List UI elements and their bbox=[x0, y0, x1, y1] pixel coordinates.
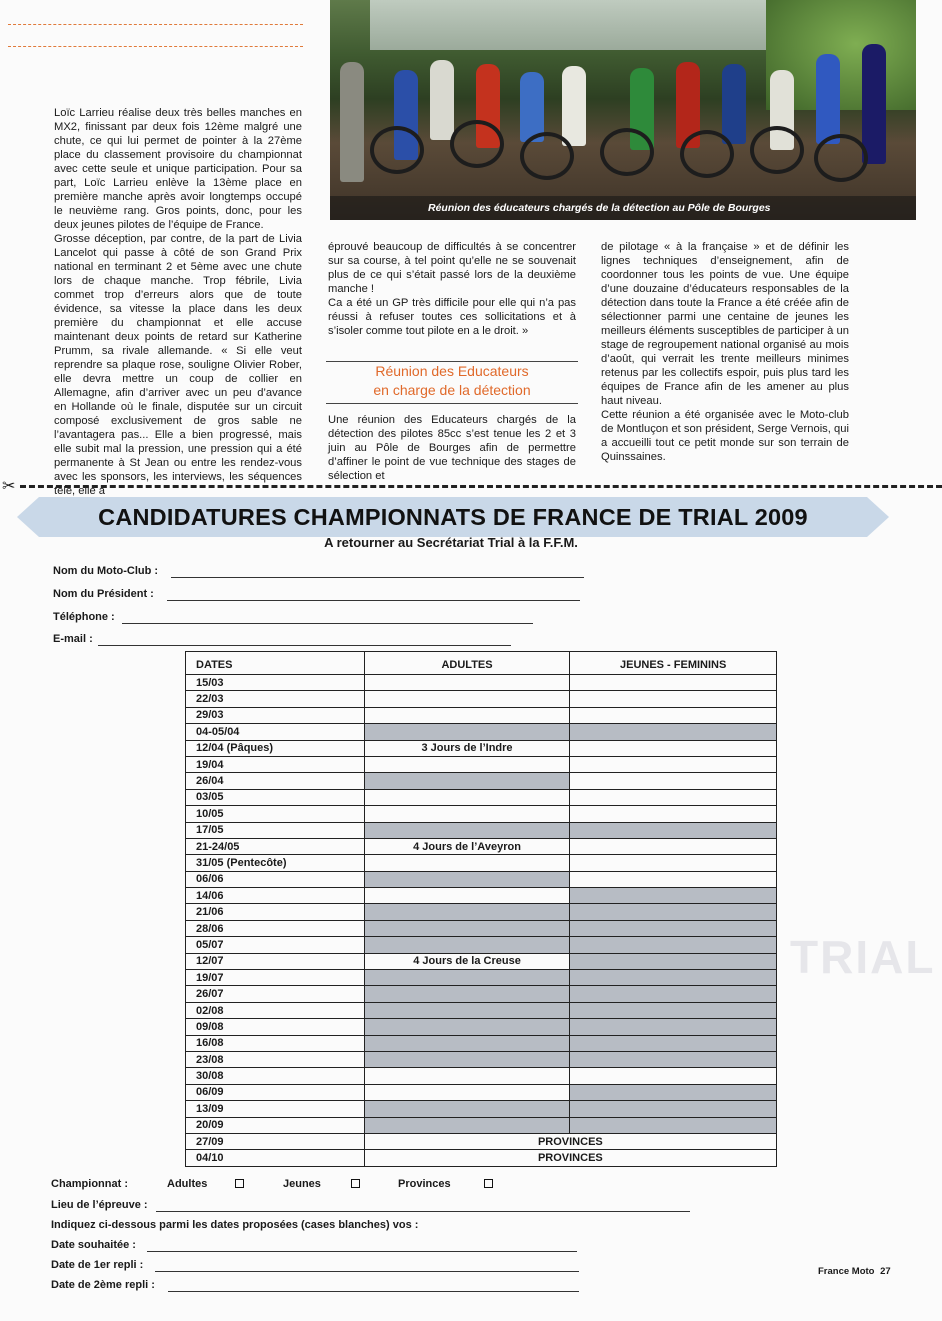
team-photo bbox=[330, 0, 916, 220]
club-field[interactable] bbox=[171, 577, 584, 578]
adultes-cell bbox=[364, 1051, 570, 1067]
jeunes-cell[interactable] bbox=[570, 691, 777, 707]
date-cell: 12/07 bbox=[186, 953, 365, 969]
subhead-rule-bottom bbox=[326, 403, 578, 404]
adultes-cell[interactable] bbox=[364, 691, 570, 707]
date-cell: 06/06 bbox=[186, 871, 365, 887]
table-row-provinces bbox=[186, 1133, 777, 1149]
date-cell: 19/07 bbox=[186, 970, 365, 986]
date-cell: 16/08 bbox=[186, 1035, 365, 1051]
article-column-1 bbox=[54, 106, 302, 498]
jeunes-cell[interactable] bbox=[570, 838, 777, 854]
date-cell: 30/08 bbox=[186, 1068, 365, 1084]
table-row bbox=[186, 970, 777, 986]
adultes-cell[interactable] bbox=[364, 707, 570, 723]
form-title: CANDIDATURES CHAMPIONNATS DE FRANCE DE TRIAL 2009 bbox=[98, 504, 808, 530]
table-row bbox=[186, 920, 777, 936]
president-label: Nom du Président : bbox=[53, 588, 154, 600]
adultes-cell[interactable] bbox=[364, 789, 570, 805]
adultes-cell[interactable] bbox=[364, 806, 570, 822]
table-row bbox=[186, 773, 777, 789]
paragraph: Ca a été un GP très difficile pour elle qui n’a pas réussi à refuser toutes ces sollicitations et à s’isoler comme tout pilote en a le droit. » bbox=[328, 297, 576, 337]
table-row bbox=[186, 855, 777, 871]
paragraph: Cette réunion a été organisée avec le Moto-club de Montluçon et son président, Serge Vernois, qui a accueilli tout ce petit monde sur son terrain de Quinssaines. bbox=[601, 409, 849, 463]
table-row-provinces bbox=[186, 1150, 777, 1166]
date-cell: 04/10 bbox=[186, 1150, 365, 1166]
table-row bbox=[186, 937, 777, 953]
table-header-row bbox=[186, 652, 777, 675]
adultes-cell[interactable]: 4 Jours de l’Aveyron bbox=[364, 838, 570, 854]
table-row bbox=[186, 822, 777, 838]
repli2-field[interactable] bbox=[168, 1291, 579, 1292]
jeunes-cell bbox=[570, 1084, 777, 1100]
jeunes-cell bbox=[570, 970, 777, 986]
adultes-cell[interactable] bbox=[364, 675, 570, 691]
jeunes-cell bbox=[570, 888, 777, 904]
form-subtitle: A retourner au Secrétariat Trial à la F.F.M. bbox=[324, 535, 578, 550]
paragraph: Une réunion des Educateurs chargés de la détection des pilotes 85cc s’est tenue les 2 et 3 juin au Pôle de Bourges afin de permettre d’affiner le point de vue technique des stages de sélection et bbox=[328, 414, 576, 482]
date-cell: 03/05 bbox=[186, 789, 365, 805]
jeunes-cell[interactable] bbox=[570, 740, 777, 756]
table-row bbox=[186, 740, 777, 756]
date-cell: 15/03 bbox=[186, 675, 365, 691]
date-cell: 04-05/04 bbox=[186, 724, 365, 740]
date-cell: 19/04 bbox=[186, 756, 365, 772]
jeunes-cell[interactable] bbox=[570, 855, 777, 871]
jeunes-cell bbox=[570, 937, 777, 953]
repli1-field[interactable] bbox=[155, 1271, 579, 1272]
jeunes-cell[interactable] bbox=[570, 773, 777, 789]
date-cell: 12/04 (Pâques) bbox=[186, 740, 365, 756]
email-label: E-mail : bbox=[53, 633, 93, 645]
table-row bbox=[186, 871, 777, 887]
jeunes-checkbox[interactable] bbox=[351, 1179, 360, 1188]
header-adultes: ADULTES bbox=[364, 652, 570, 675]
date-cell: 26/04 bbox=[186, 773, 365, 789]
instructions-text: Indiquez ci-dessous parmi les dates proposées (cases blanches) vos : bbox=[51, 1219, 419, 1231]
date-cell: 31/05 (Pentecôte) bbox=[186, 855, 365, 871]
date-cell: 27/09 bbox=[186, 1133, 365, 1149]
adultes-cell[interactable] bbox=[364, 855, 570, 871]
date-cell: 23/08 bbox=[186, 1051, 365, 1067]
table-row bbox=[186, 904, 777, 920]
date-cell: 21-24/05 bbox=[186, 838, 365, 854]
table-row bbox=[186, 1019, 777, 1035]
jeunes-cell bbox=[570, 822, 777, 838]
table-row bbox=[186, 691, 777, 707]
adultes-cell bbox=[364, 904, 570, 920]
adultes-cell bbox=[364, 986, 570, 1002]
option-adultes-label: Adultes bbox=[167, 1178, 208, 1190]
jeunes-cell bbox=[570, 1019, 777, 1035]
table-row bbox=[186, 806, 777, 822]
table-row bbox=[186, 953, 777, 969]
adultes-cell bbox=[364, 937, 570, 953]
jeunes-cell bbox=[570, 1035, 777, 1051]
header-jeunes: JEUNES - FEMININS bbox=[570, 652, 777, 675]
jeunes-cell[interactable] bbox=[570, 675, 777, 691]
adultes-cell bbox=[364, 773, 570, 789]
background-watermark: TRIAL bbox=[790, 931, 936, 983]
phone-field[interactable] bbox=[122, 623, 533, 624]
championnat-label: Championnat : bbox=[51, 1178, 128, 1190]
date-cell: 10/05 bbox=[186, 806, 365, 822]
date-cell: 29/03 bbox=[186, 707, 365, 723]
provinces-checkbox[interactable] bbox=[484, 1179, 493, 1188]
table-row bbox=[186, 888, 777, 904]
page-footer bbox=[818, 1266, 891, 1277]
date-souhaitee-label: Date souhaitée : bbox=[51, 1239, 136, 1251]
jeunes-cell bbox=[570, 904, 777, 920]
date-cell: 02/08 bbox=[186, 1002, 365, 1018]
table-row bbox=[186, 1051, 777, 1067]
jeunes-cell bbox=[570, 724, 777, 740]
adultes-cell bbox=[364, 822, 570, 838]
date-cell: 09/08 bbox=[186, 1019, 365, 1035]
table-row bbox=[186, 789, 777, 805]
adultes-cell bbox=[364, 871, 570, 887]
jeunes-cell bbox=[570, 1117, 777, 1133]
date-cell: 26/07 bbox=[186, 986, 365, 1002]
club-label: Nom du Moto-Club : bbox=[53, 565, 159, 577]
repli2-label: Date de 2ème repli : bbox=[51, 1279, 155, 1291]
subhead-line-2: en charge de la détection bbox=[373, 382, 531, 398]
adultes-cell[interactable] bbox=[364, 1084, 570, 1100]
cut-line bbox=[20, 485, 942, 488]
jeunes-cell[interactable] bbox=[570, 1068, 777, 1084]
date-cell: 20/09 bbox=[186, 1117, 365, 1133]
date-cell: 06/09 bbox=[186, 1084, 365, 1100]
option-jeunes-label: Jeunes bbox=[283, 1178, 321, 1190]
magazine-name: France Moto bbox=[818, 1266, 875, 1277]
date-cell: 13/09 bbox=[186, 1101, 365, 1117]
jeunes-cell[interactable] bbox=[570, 707, 777, 723]
provinces-cell[interactable]: PROVINCES bbox=[364, 1133, 776, 1149]
table-row bbox=[186, 1002, 777, 1018]
lieu-field[interactable] bbox=[156, 1211, 690, 1212]
jeunes-cell[interactable] bbox=[570, 756, 777, 772]
email-field[interactable] bbox=[98, 645, 511, 646]
table-row bbox=[186, 1101, 777, 1117]
adultes-cell bbox=[364, 1002, 570, 1018]
header-dates: DATES bbox=[186, 652, 365, 675]
adultes-cell bbox=[364, 1019, 570, 1035]
paragraph: Grosse déception, par contre, de la part de Livia Lancelot qui passe à côté de son Grand Prix national en terminant 2 et 5ème avec une chute lors de chaque manche. Trop fébrile, Livia commet trop d’erreurs alors que de toute évidence, sa vitesse la place dans les deux première du championnat et elle accuse maintenant deux points de retard sur Katherine Prumm, sa rivale allemande. « Si elle veut reprendre sa plaque rose, souligne Olivier Rober, elle devra mettre un coup de collier en Allemagne, afin d’arriver avec un peu d’avance en Hollande où le finale, disputée sur un circuit composé exclusivement de gros sable ne l’avantagera pas... Elle a bien progressé, mais elle subit mal la pression, une pression qui a été permanente à St Jean ou entre les rendez-vous avec les sponsors, les interviews, les séquences télé, elle a bbox=[54, 233, 302, 497]
table-row bbox=[186, 1084, 777, 1100]
adultes-checkbox[interactable] bbox=[235, 1179, 244, 1188]
table-row bbox=[186, 756, 777, 772]
jeunes-cell[interactable] bbox=[570, 871, 777, 887]
jeunes-cell bbox=[570, 1002, 777, 1018]
adultes-cell bbox=[364, 1117, 570, 1133]
phone-label: Téléphone : bbox=[53, 611, 115, 623]
president-field[interactable] bbox=[167, 600, 580, 601]
paragraph: Loïc Larrieu réalise deux très belles manches en MX2, finissant par deux fois 12ème malgré une chute, ce qui lui permet de pointer à la 27ème place du classement provisoire du championnat avec cette seule et unique participation. Pour sa part, Loïc Larrieu enlève la 13ème place en première manche après avoir longtemps occupé le neuvième rang. Gros points, donc, pour les deux jeunes pilotes de l’équipe de France. bbox=[54, 107, 302, 231]
date-cell: 21/06 bbox=[186, 904, 365, 920]
subhead-line-1: Réunion des Educateurs bbox=[375, 363, 529, 379]
adultes-cell[interactable]: 3 Jours de l’Indre bbox=[364, 740, 570, 756]
date-souhaitee-field[interactable] bbox=[147, 1251, 577, 1252]
adultes-cell[interactable] bbox=[364, 756, 570, 772]
decorative-dashed-line bbox=[8, 24, 303, 25]
table-row bbox=[186, 838, 777, 854]
adultes-cell[interactable] bbox=[364, 888, 570, 904]
table-row bbox=[186, 1068, 777, 1084]
option-provinces-label: Provinces bbox=[398, 1178, 451, 1190]
date-cell: 17/05 bbox=[186, 822, 365, 838]
adultes-cell[interactable]: 4 Jours de la Creuse bbox=[364, 953, 570, 969]
table-row bbox=[186, 1117, 777, 1133]
jeunes-cell bbox=[570, 953, 777, 969]
date-cell: 05/07 bbox=[186, 937, 365, 953]
table-row bbox=[186, 986, 777, 1002]
page-number: 27 bbox=[880, 1266, 891, 1277]
date-cell: 28/06 bbox=[186, 920, 365, 936]
adultes-cell bbox=[364, 1101, 570, 1117]
adultes-cell bbox=[364, 970, 570, 986]
photo-caption: Réunion des éducateurs chargés de la détection au Pôle de Bourges bbox=[330, 196, 916, 220]
date-cell: 14/06 bbox=[186, 888, 365, 904]
table-row bbox=[186, 707, 777, 723]
decorative-dashed-line bbox=[8, 46, 303, 47]
article-column-2 bbox=[328, 240, 576, 338]
table-row bbox=[186, 724, 777, 740]
adultes-cell bbox=[364, 1035, 570, 1051]
table-row bbox=[186, 1035, 777, 1051]
paragraph: de pilotage « à la française » et de définir les lignes techniques d’enseignement, afin de coordonner tous les points de vue. Une équipe d’une douzaine d’éducateurs responsables de la détection dans toute la France a été créée afin de sélectionner parmi une centaine de jeunes les meilleurs éléments susceptibles de participer à un stage de regroupement national organisé au mois d’août, qui verrait les trente meilleurs minimes retenus par les collectifs espoir, puis plus tard les équipes de France afin de les amener au plus haut niveau. bbox=[601, 241, 849, 407]
jeunes-cell[interactable] bbox=[570, 789, 777, 805]
jeunes-cell[interactable] bbox=[570, 806, 777, 822]
schedule-table bbox=[185, 651, 777, 1167]
jeunes-cell bbox=[570, 986, 777, 1002]
article-column-2b bbox=[328, 413, 576, 483]
adultes-cell bbox=[364, 920, 570, 936]
date-cell: 22/03 bbox=[186, 691, 365, 707]
article-column-3 bbox=[601, 240, 849, 464]
table-row bbox=[186, 675, 777, 691]
jeunes-cell bbox=[570, 1051, 777, 1067]
lieu-label: Lieu de l’épreuve : bbox=[51, 1199, 148, 1211]
paragraph: éprouvé beaucoup de difficultés à se concentrer sur sa course, à tel point qu’elle ne se souvenait plus de ce qui s’était passé lors de la deuxième manche ! bbox=[328, 241, 576, 295]
adultes-cell[interactable] bbox=[364, 1068, 570, 1084]
adultes-cell bbox=[364, 724, 570, 740]
provinces-cell[interactable]: PROVINCES bbox=[364, 1150, 776, 1166]
repli1-label: Date de 1er repli : bbox=[51, 1259, 144, 1271]
scissors-icon: ✂ bbox=[2, 478, 16, 495]
jeunes-cell bbox=[570, 920, 777, 936]
jeunes-cell bbox=[570, 1101, 777, 1117]
